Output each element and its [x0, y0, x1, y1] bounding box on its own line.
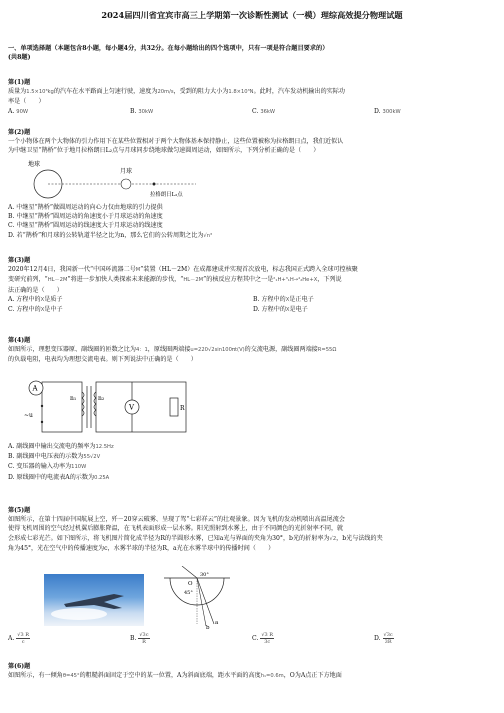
- options: [8, 632, 498, 645]
- option-a[interactable]: A. 副线圈中输出交流电的频率为12.5Hz: [8, 443, 114, 450]
- stem-text: 率是（ ）: [8, 98, 45, 106]
- earth-moon-l2-figure: [26, 158, 206, 202]
- options: [8, 107, 498, 117]
- option-c[interactable]: C. 36kW: [252, 107, 276, 115]
- formula-force: 1.8×10³N: [228, 89, 254, 96]
- stem-text: 使得飞机周围的空气经过机翼后膨胀降温，在飞机表面形成一层水雾。阳光照射到水雾上，由于不同颜色的光折射率不同，就: [8, 525, 344, 533]
- option-a[interactable]: A. 方程中的X是质子: [8, 295, 63, 303]
- question-number: 第(6)题: [8, 663, 31, 670]
- option-a[interactable]: A. 中继星“鹊桥”做圆周运动的向心力仅由地球的引力提供: [8, 204, 163, 211]
- stem-text: 。此时，汽车发动机输出的实际功: [253, 88, 345, 96]
- question-4-options: [8, 442, 498, 483]
- question-2-options: [8, 203, 498, 241]
- semicircle-refraction-figure: [162, 566, 232, 630]
- page-title: 2024届四川省宜宾市高三上学期第一次诊断性测试（一模）理综高效提分物理试题: [101, 10, 403, 20]
- stem-text: 的汽车在水平路面上匀速行驶，速度为: [53, 88, 158, 96]
- stem-line-1: 如图所示，有一倾角θ=45°的粗糙斜面固定于空中的某一位置，A为斜面底端，距水平面的高度h₁=0.6m，O为A点正下方地面: [8, 672, 342, 680]
- ray-b: [197, 578, 206, 626]
- stem-line-1: 如图所示，理想变压器原、副线圈的匝数之比为4：1，原线圈两端接u=220√2sin100πt(V)的交流电源，副线圈两端接R=55Ω: [8, 346, 337, 354]
- stem-text: 法正确的是（ ）: [8, 286, 63, 294]
- label-30: 30°: [200, 572, 209, 578]
- label-o: O: [188, 581, 193, 587]
- n1-label: n₁: [70, 395, 77, 402]
- question-4: [8, 336, 498, 365]
- option-b[interactable]: B. $\frac{√3c}{R}$: [130, 632, 149, 645]
- question-number: 第(2)题: [8, 129, 31, 136]
- transformer-circuit-figure: [22, 376, 192, 438]
- source-label: ~u: [24, 412, 33, 419]
- option-d[interactable]: D. $\frac{√3c}{3R}$: [374, 632, 393, 645]
- question-number: 第(1)题: [8, 79, 31, 86]
- label-moon: 月球: [120, 168, 133, 175]
- question-stem: [8, 87, 498, 97]
- option-c[interactable]: C. 中继星“鹊桥”圆周运动的线速度大于月球运动的线速度: [8, 222, 163, 230]
- label-earth: 地球: [28, 161, 41, 168]
- l2-point: [153, 183, 156, 186]
- stem-text: 的负载电阻，电表均为理想交流电表。则下列说法中正确的是（ ）: [8, 356, 197, 364]
- option-b[interactable]: B. 副线圈中电压表的示数为55√2V: [8, 453, 101, 461]
- stem-text: 角为45°，光在空气中的传播速度为c，水雾半球的半径为R，a光在水雾半球中的传播时间（ ）: [8, 544, 275, 552]
- stem-text: 一个小物体在两个大物体的引力作用下在某些位置相对于两个大物体基本保持静止，这些位置被称为拉格朗日点，我们近似认: [8, 138, 344, 146]
- stem-text: 如图所示，在第十四届中国航展上空，歼－20穿云破雾、呈现了驾“七彩祥云”的壮观景象。因为飞机的发动机喷出高温尾流会: [8, 516, 345, 524]
- option-c[interactable]: C. $\frac{√3 R}{3c}$: [252, 632, 274, 645]
- ammeter-label: A: [32, 384, 38, 393]
- stem-text: 为中继卫星“鹊桥”位于地月拉格朗日L₂点与月球同步绕地球做匀速圆周运动，如图所示，下列分析正确的是（ ）: [8, 147, 320, 155]
- incident-ray: [182, 566, 197, 578]
- voltmeter-label: V: [129, 403, 135, 412]
- n2-label: n₂: [98, 395, 105, 402]
- jet-cloud-photo: [44, 574, 144, 626]
- question-5: [8, 506, 498, 553]
- stem-line-2: 变研究前列，“HL－2M”将进一步加快人类探索未来能源的步伐，“HL－2M”的核反应方程其中之一是²₁H+³₁H→⁴₂He+X，下列说: [8, 276, 342, 284]
- formula-mass: 1.5×10³kg: [26, 89, 54, 96]
- label-45: 45°: [184, 590, 193, 596]
- section-header: [8, 44, 498, 62]
- moon-circle: [121, 179, 131, 189]
- option-b[interactable]: B. 中继星“鹊桥”圆周运动的角速度小于月球运动的角速度: [8, 213, 163, 221]
- resistor: [170, 398, 178, 416]
- stem-text: 质量为: [8, 88, 27, 96]
- question-6: [8, 662, 498, 681]
- primary-loop: [42, 382, 82, 432]
- stem-text: ，受到的阻力大小为: [173, 88, 229, 96]
- question-2: [8, 128, 498, 156]
- section-instructions: 一、单项选择题（本题包含8小题，每小题4分，共32分。在每小题给出的四个选项中，只有一项是符合题目要求的）: [8, 45, 329, 52]
- stem-line-3: 会形成七彩光芒。如下图所示，将飞机图片简化成半径为R的半圆形水雾，已知a光与界面的夹角为30°，b光的折射率为√2，b光与法线的夹: [8, 534, 383, 542]
- question-3: [8, 256, 498, 315]
- option-d[interactable]: D. 若“鹊桥”和月球的公转轨道半径之比为n，那么它们的公转周期之比为√n³: [8, 231, 213, 239]
- option-a[interactable]: A. 90W: [8, 107, 29, 115]
- label-b: b: [206, 625, 210, 630]
- formula-speed: 20m/s: [157, 89, 174, 96]
- resistor-label: R: [180, 405, 185, 412]
- question-1: [8, 78, 498, 117]
- question-number: 第(4)题: [8, 337, 31, 344]
- option-b[interactable]: B. 方程中的X是正电子: [253, 295, 314, 303]
- question-5-options: [8, 632, 498, 645]
- jet-silhouette: [44, 574, 144, 626]
- label-a: a: [215, 620, 219, 626]
- option-c[interactable]: C. 变压器的输入功率为110W: [8, 463, 87, 471]
- options: [8, 295, 498, 315]
- stem-line-1: 2020年12月4日，我国新一代“中国环流器二号M”装置（HL－2M）在成都建成并实现首次放电，标志我国正式跨入全球可控核聚: [8, 266, 358, 274]
- question-number: 第(3)题: [8, 257, 31, 264]
- option-d[interactable]: D. 原线圈中的电流表A的示数为0.25A: [8, 473, 110, 481]
- option-c[interactable]: C. 方程中的X是中子: [8, 306, 63, 314]
- option-d[interactable]: D. 方程中的X是电子: [253, 306, 308, 314]
- question-number: 第(5)题: [8, 507, 31, 514]
- section-count: (共8题): [8, 54, 31, 61]
- option-d[interactable]: D. 300kW: [374, 107, 401, 115]
- option-b[interactable]: B. 30kW: [130, 107, 154, 115]
- label-l2: 拉格朗日L₂点: [150, 192, 183, 198]
- option-a[interactable]: A. $\frac{√3 R}{c}$: [8, 632, 30, 645]
